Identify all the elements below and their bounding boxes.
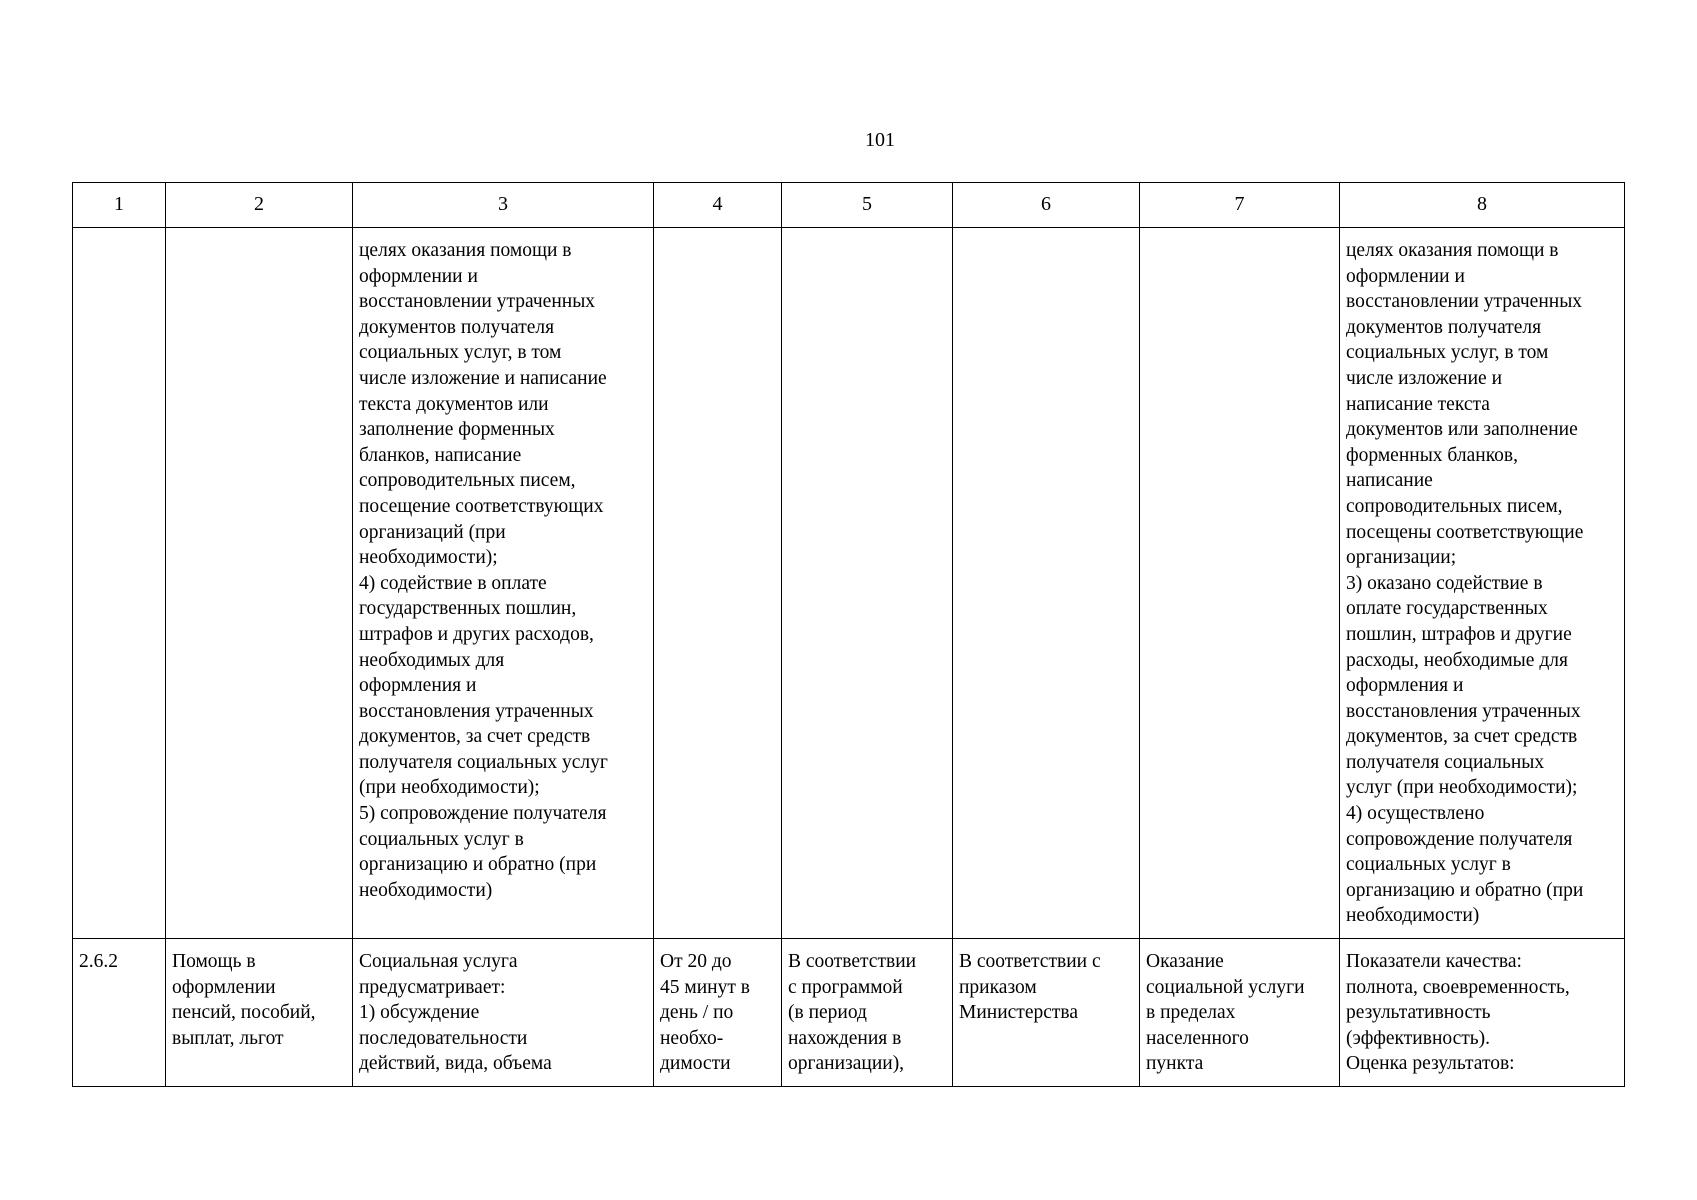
cell-line: организацию и обратно (при [359, 854, 597, 876]
cell-line: целях оказания помощи в [1346, 240, 1559, 261]
table-header-row [73, 183, 1625, 228]
cell-line: социальной услуги [1146, 976, 1305, 998]
table-cell [782, 939, 953, 1087]
cell-line: документов получателя [359, 316, 555, 338]
cell-line: необходимости); [359, 547, 498, 569]
cell-line: с программой [788, 976, 903, 998]
page-number: 101 [865, 129, 895, 151]
cell-line: организации), [788, 1053, 905, 1075]
cell-line: расходы, необходимые для [1346, 649, 1568, 671]
cell-line: государственных пошлин, [359, 598, 577, 620]
cell-line: 4) осуществлено [1346, 803, 1485, 825]
cell-line: 2.6.2 [79, 951, 118, 972]
cell-line: оформлении [172, 976, 276, 998]
cell-line: восстановлении утраченных [1346, 291, 1583, 313]
cell-line: написание [1346, 470, 1433, 492]
cell-line: 45 минут в [660, 976, 750, 998]
column-header: 4 [654, 183, 782, 228]
cell-line: восстановления утраченных [1346, 700, 1581, 722]
column-header: 1 [73, 183, 166, 228]
cell-line: Оказание [1146, 951, 1224, 972]
cell-line: (эффективность). [1346, 1027, 1491, 1049]
cell-line: 4) содействие в оплате [359, 572, 547, 594]
cell-line: пошлин, штрафов и другие [1346, 623, 1572, 645]
cell-line: оформления и [359, 675, 477, 697]
cell-line: социальных услуг, в том [359, 342, 562, 364]
cell-line: социальных услуг, в том [1346, 342, 1549, 364]
table-cell [1140, 228, 1340, 939]
table-cell [782, 228, 953, 939]
cell-line: документов, за счет средств [359, 726, 591, 748]
cell-line: От 20 до [660, 951, 732, 972]
table-cell [166, 228, 353, 939]
cell-line: действий, вида, объема [359, 1053, 552, 1075]
cell-line: результативность [1346, 1002, 1491, 1024]
column-header: 7 [1140, 183, 1340, 228]
cell-line: (при необходимости); [359, 777, 540, 799]
cell-line: социальных услуг в [1346, 854, 1511, 876]
cell-line: оформлении и [1346, 265, 1465, 287]
cell-line: Социальная услуга [359, 951, 518, 972]
table-cell [953, 228, 1140, 939]
cell-line: оформления и [1346, 675, 1464, 697]
cell-line: получателя социальных [1346, 751, 1545, 773]
cell-line: В соответствии с [959, 951, 1101, 972]
cell-line: пункта [1146, 1053, 1204, 1075]
table-cell [1140, 939, 1340, 1087]
table-cell [1340, 939, 1625, 1087]
table-cell [1340, 228, 1625, 939]
cell-line: документов, за счет средств [1346, 726, 1578, 748]
cell-line: день / по [660, 1002, 734, 1024]
column-header: 6 [953, 183, 1140, 228]
cell-line: 1) обсуждение [359, 1002, 480, 1024]
cell-line: восстановления утраченных [359, 700, 594, 722]
cell-line: Помощь в [172, 951, 256, 972]
cell-line: оформлении и [359, 265, 478, 287]
cell-line: заполнение форменных [359, 419, 555, 441]
cell-line: бланков, написание [359, 444, 522, 466]
table-cell [73, 228, 166, 939]
table-cell [654, 228, 782, 939]
cell-line: написание текста [1346, 393, 1490, 415]
services-table [72, 182, 1625, 1087]
cell-line: В соответствии [788, 951, 917, 972]
column-header: 8 [1340, 183, 1625, 228]
cell-line: посещение соответствующих [359, 495, 604, 517]
cell-line: 5) сопровождение получателя [359, 803, 607, 825]
cell-line: услуг (при необходимости); [1346, 777, 1578, 799]
cell-line: штрафов и других расходов, [359, 623, 594, 645]
table-cell [353, 939, 654, 1087]
table-row [73, 228, 1625, 939]
cell-line: сопроводительных писем, [359, 470, 576, 492]
cell-line: необходимости) [359, 879, 493, 901]
cell-line: социальных услуг в [359, 828, 524, 850]
cell-line: сопроводительных писем, [1346, 495, 1563, 517]
column-header: 2 [166, 183, 353, 228]
cell-line: целях оказания помощи в [359, 240, 572, 261]
cell-line: организации; [1346, 547, 1457, 569]
cell-line: Оценка результатов: [1346, 1053, 1515, 1075]
cell-line: выплат, льгот [172, 1027, 284, 1049]
cell-line: населенного [1146, 1027, 1249, 1049]
table-row [73, 939, 1625, 1087]
cell-line: необхо- [660, 1027, 724, 1049]
column-header: 3 [353, 183, 654, 228]
cell-line: текста документов или [359, 393, 549, 415]
table-cell [73, 939, 166, 1087]
cell-line: димости [660, 1053, 731, 1075]
cell-line: восстановлении утраченных [359, 291, 596, 313]
table-cell [353, 228, 654, 939]
cell-line: полнота, своевременность, [1346, 976, 1570, 998]
cell-line: документов или заполнение [1346, 419, 1578, 441]
cell-line: (в период [788, 1002, 867, 1024]
cell-line: посещены соответствующие [1346, 521, 1584, 543]
cell-line: нахождения в [788, 1027, 902, 1049]
cell-line: 3) оказано содействие в [1346, 572, 1543, 594]
cell-line: организацию и обратно (при [1346, 879, 1584, 901]
cell-line: последовательности [359, 1027, 528, 1049]
cell-line: оплате государственных [1346, 598, 1548, 620]
cell-line: необходимости) [1346, 905, 1480, 927]
cell-line: числе изложение и написание [359, 367, 607, 389]
cell-line: необходимых для [359, 649, 505, 671]
cell-line: Министерства [959, 1002, 1079, 1024]
cell-line: приказом [959, 976, 1037, 998]
cell-line: форменных бланков, [1346, 444, 1519, 466]
cell-line: пенсий, пособий, [172, 1002, 316, 1024]
cell-line: в пределах [1146, 1002, 1236, 1024]
cell-line: документов получателя [1346, 316, 1542, 338]
column-header: 5 [782, 183, 953, 228]
cell-line: Показатели качества: [1346, 951, 1522, 972]
cell-line: предусматривает: [359, 976, 506, 998]
cell-line: сопровождение получателя [1346, 828, 1573, 850]
table-cell [166, 939, 353, 1087]
cell-line: получателя социальных услуг [359, 751, 608, 773]
table-cell [953, 939, 1140, 1087]
table-cell [654, 939, 782, 1087]
cell-line: организаций (при [359, 521, 506, 543]
cell-line: числе изложение и [1346, 367, 1502, 389]
